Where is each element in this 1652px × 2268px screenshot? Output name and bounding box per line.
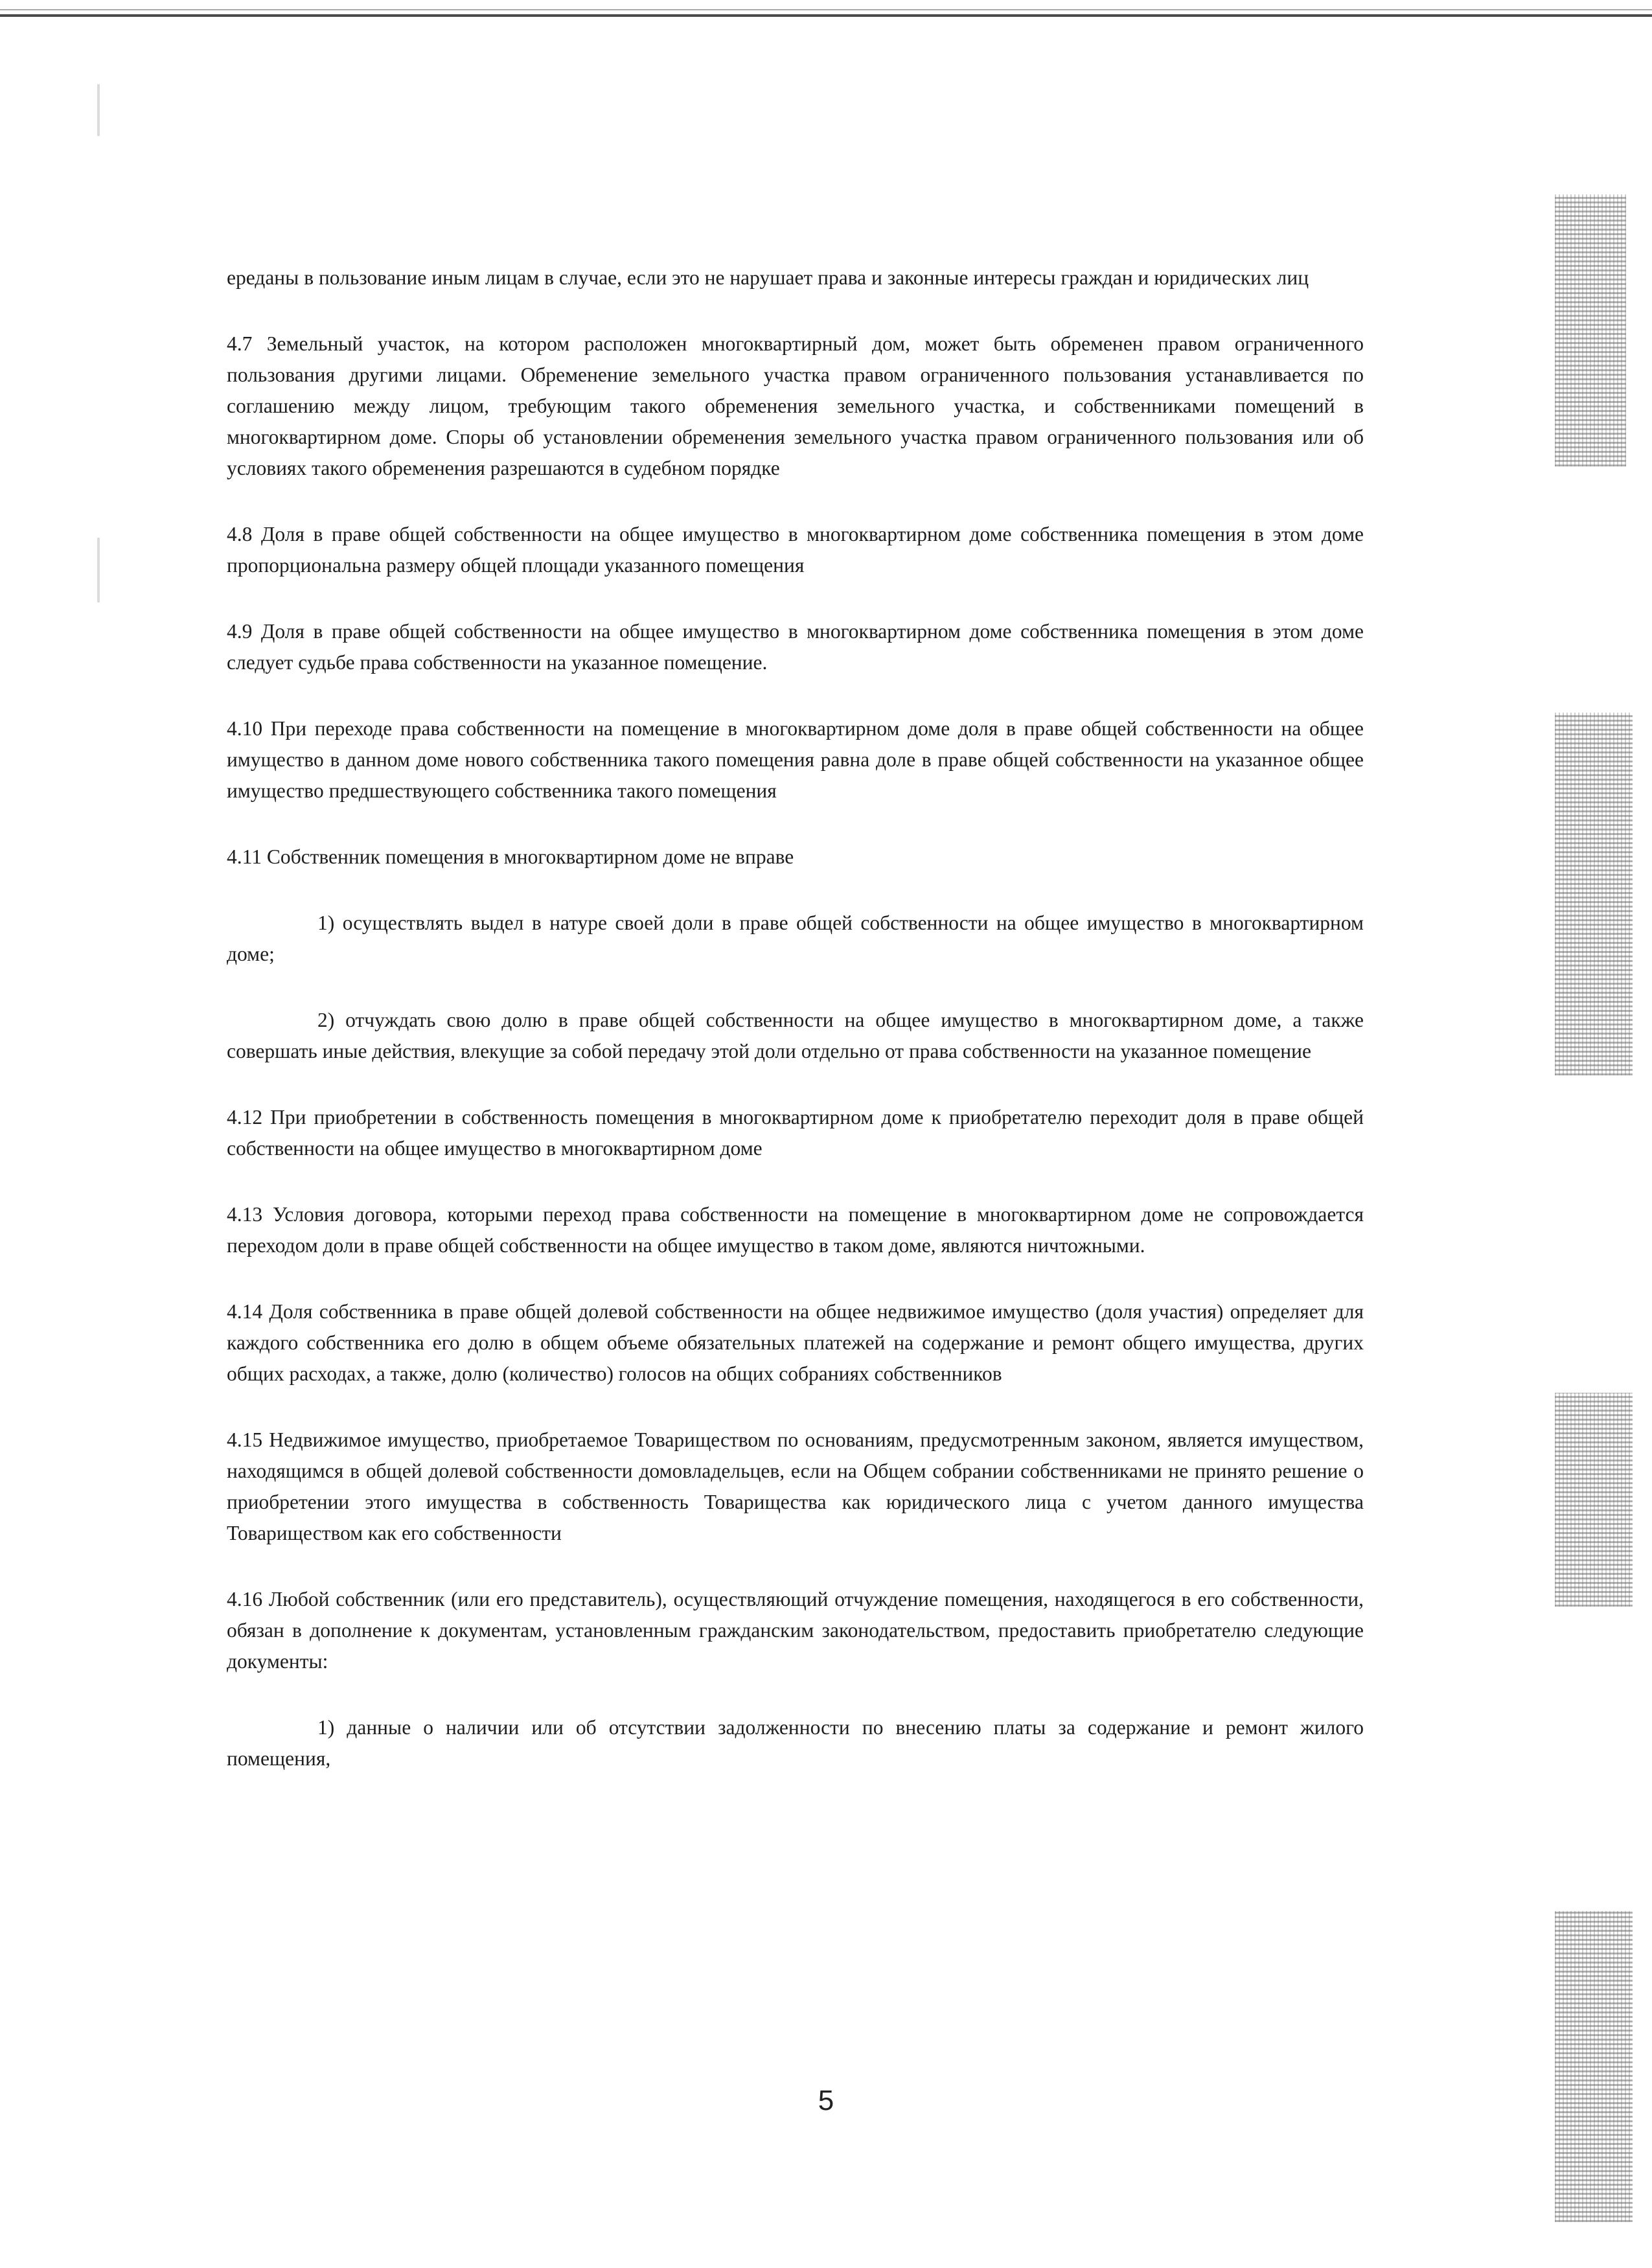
paragraph-4-12: 4.12 При приобретении в собственность помещения в многоквартирном доме к приобретателю переходит доля в праве общей собственности на общее имущество в многоквартирном доме	[227, 1106, 1364, 1160]
scan-top-line	[0, 9, 1652, 10]
paragraph-4-9: 4.9 Доля в праве общей собственности на общее имущество в многоквартирном доме собственника помещения в этом доме следует судьбе права собственности на указанное помещение.	[227, 620, 1364, 674]
scan-margin-noise	[1555, 1911, 1633, 2222]
paragraph-4-11: 4.11 Собственник помещения в многоквартирном доме не вправе	[227, 845, 794, 868]
page-number: 5	[818, 2085, 834, 2116]
paragraph-4-7: 4.7 Земельный участок, на котором расположен многоквартирный дом, может быть обременен правом ограниченного пользования другими лицами. Обременение земельного участка правом ограниченного пользования устанавливается по соглашению между лицом, требующим такого обременения земельного участка, и собственниками помещений в многоквартирном доме. Споры об установлении обременения земельного участка правом ограниченного пользования или об условиях такого обременения разрешаются в судебном порядке	[227, 332, 1364, 479]
paragraph-4-14: 4.14 Доля собственника в праве общей долевой собственности на общее недвижимое имущество (доля участия) определяет для каждого собственника его долю в общем объеме обязательных платежей на содержание и ремонт общего имущества, других общих расходах, а также, долю (количество) голосов на общих собраниях собственников	[227, 1300, 1364, 1385]
paragraph-4-10: 4.10 При переходе права собственности на помещение в многоквартирном доме доля в праве общей собственности на общее имущество в данном доме нового собственника такого помещения равна доле в праве общей собственности на указанное общее имущество предшествующего собственника такого помещения	[227, 717, 1364, 802]
paragraph-4-15: 4.15 Недвижимое имущество, приобретаемое Товариществом по основаниям, предусмотренным законом, является имуществом, находящимся в общей долевой собственности домовладельцев, если на Общем собрании собственниками не принято решение о приобретении этого имущества в собственность Товарищества как юридического лица с учетом данного имущества Товариществом как его собственности	[227, 1428, 1364, 1544]
paragraph-4-8: 4.8 Доля в праве общей собственности на общее имущество в многоквартирном доме собственника помещения в этом доме пропорциональна размеру общей площади указанного помещения	[227, 523, 1364, 577]
paragraph-4-16: 4.16 Любой собственник (или его представитель), осуществляющий отчуждение помещения, находящегося в его собственности, обязан в дополнение к документам, установленным гражданским законодательством, предоставить приобретателю следующие документы:	[227, 1588, 1364, 1673]
paragraph-4-6-continued: ереданы в пользование иным лицам в случае, если это не нарушает права и законные интересы граждан и юридических лиц	[227, 266, 1309, 289]
scan-margin-noise	[1555, 713, 1633, 1075]
scan-margin-noise	[1555, 194, 1626, 466]
scan-left-speck	[97, 84, 100, 136]
list-item-1: 1) осуществлять выдел в натуре своей доли в праве общей собственности на общее имущество в многоквартирном доме;	[227, 911, 1364, 965]
list-item-documents-1: 1) данные о наличии или об отсутствии задолженности по внесению платы за содержание и ремонт жилого помещения,	[227, 1716, 1364, 1770]
scan-top-border	[0, 14, 1652, 17]
document-body	[227, 262, 1364, 1809]
scan-margin-noise	[1555, 1393, 1633, 1607]
scan-left-speck	[97, 538, 100, 602]
list-item-2: 2) отчуждать свою долю в праве общей собственности на общее имущество в многоквартирном доме, а также совершать иные действия, влекущие за собой передачу этой доли отдельно от права собственности на указанное помещение	[227, 1009, 1364, 1062]
paragraph-4-13: 4.13 Условия договора, которыми переход права собственности на помещение в многоквартирном доме не сопровождается переходом доли в праве общей собственности на общее имущество в таком доме, являются ничтожными.	[227, 1203, 1364, 1257]
